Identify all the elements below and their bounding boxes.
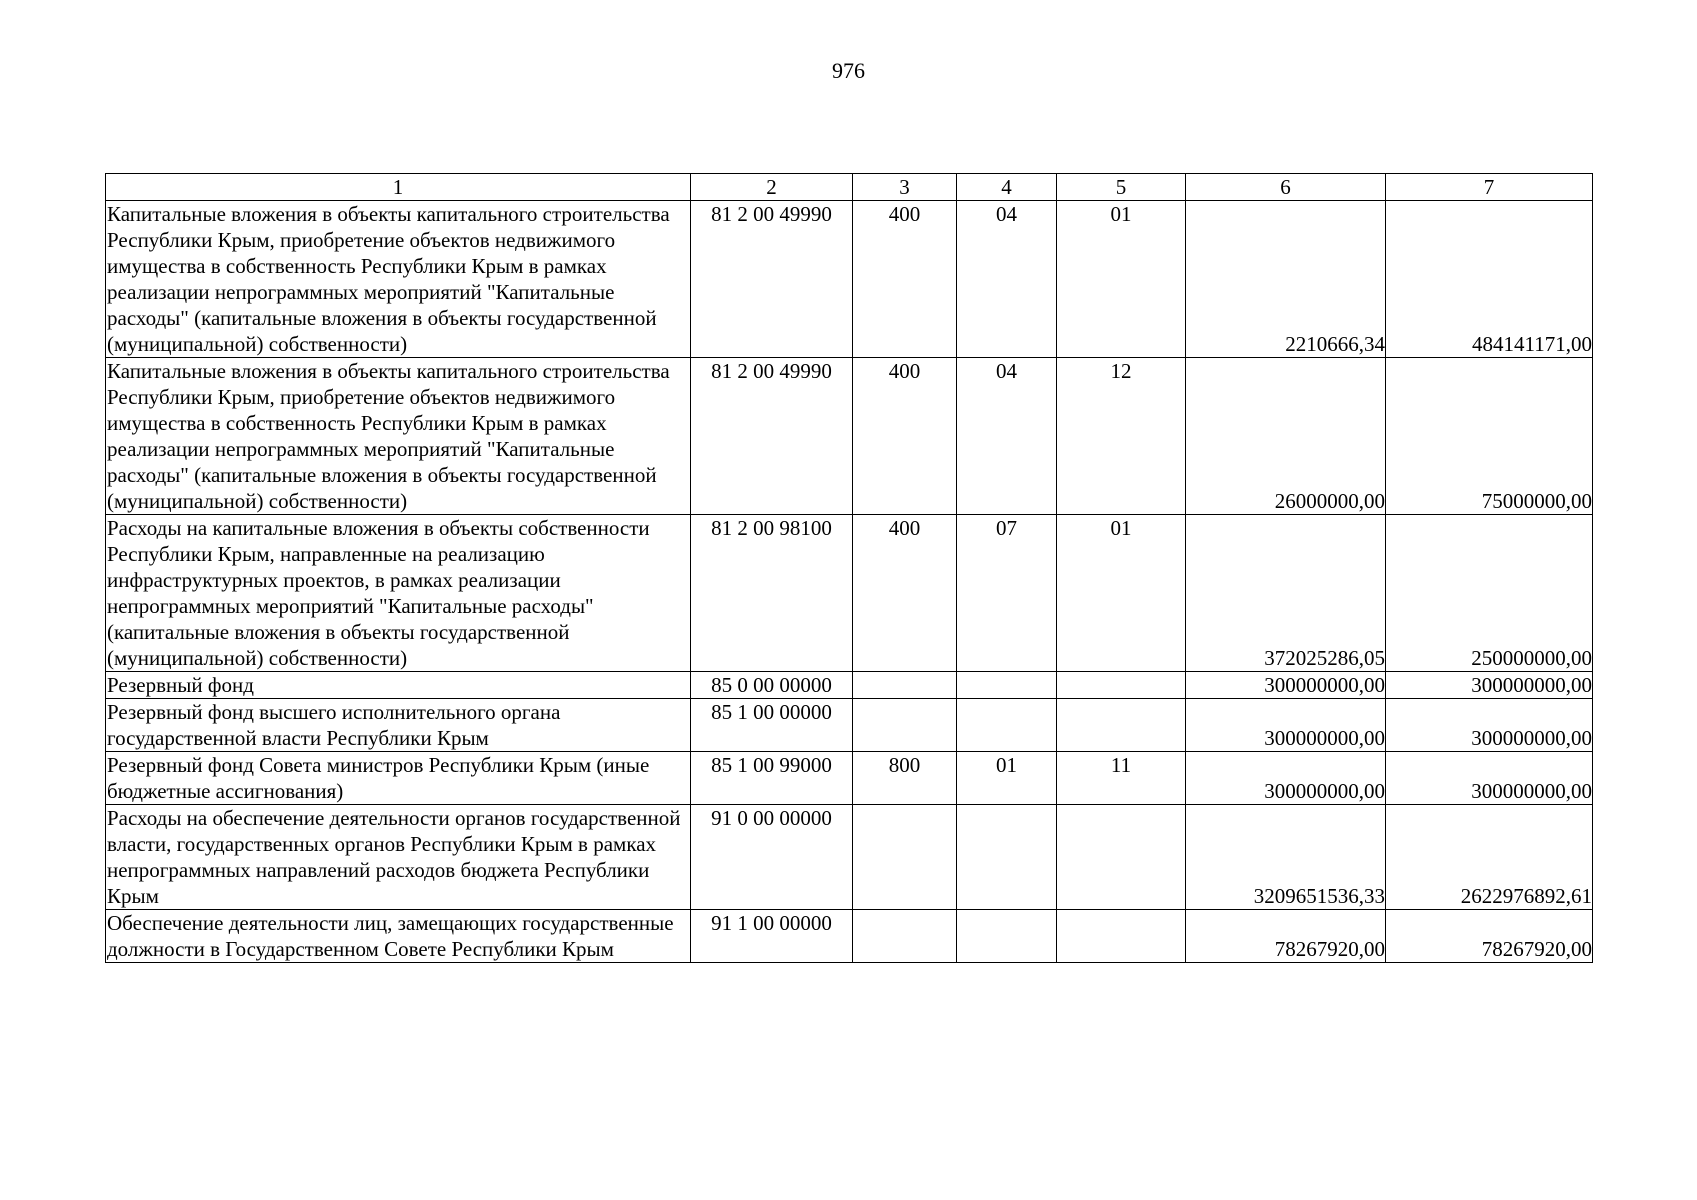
row-pr: 01 [1057, 515, 1186, 672]
table-row [106, 201, 1593, 358]
row-vr [853, 910, 957, 963]
row-sum-2: 78267920,00 [1386, 910, 1593, 963]
row-sum-1: 2210666,34 [1186, 201, 1386, 358]
table-row [106, 672, 1593, 699]
row-rz: 01 [957, 752, 1057, 805]
row-name: Резервный фонд [106, 672, 691, 699]
table-row [106, 752, 1593, 805]
table-row [106, 805, 1593, 910]
row-code: 81 2 00 49990 [691, 201, 853, 358]
column-header: 6 [1186, 174, 1386, 201]
column-header: 3 [853, 174, 957, 201]
row-sum-2: 484141171,00 [1386, 201, 1593, 358]
row-code: 85 1 00 99000 [691, 752, 853, 805]
row-vr [853, 805, 957, 910]
table-row [106, 515, 1593, 672]
row-pr: 12 [1057, 358, 1186, 515]
row-code: 91 0 00 00000 [691, 805, 853, 910]
row-sum-2: 300000000,00 [1386, 672, 1593, 699]
table-row [106, 358, 1593, 515]
row-code: 81 2 00 49990 [691, 358, 853, 515]
row-vr: 400 [853, 201, 957, 358]
row-pr [1057, 805, 1186, 910]
row-rz [957, 699, 1057, 752]
row-sum-2: 300000000,00 [1386, 752, 1593, 805]
row-rz [957, 805, 1057, 910]
row-sum-1: 300000000,00 [1186, 752, 1386, 805]
column-header: 5 [1057, 174, 1186, 201]
page-number: 976 [832, 58, 865, 83]
row-rz: 04 [957, 201, 1057, 358]
row-pr [1057, 910, 1186, 963]
row-sum-1: 3209651536,33 [1186, 805, 1386, 910]
row-sum-2: 300000000,00 [1386, 699, 1593, 752]
row-sum-2: 75000000,00 [1386, 358, 1593, 515]
row-sum-2: 2622976892,61 [1386, 805, 1593, 910]
row-code: 85 1 00 00000 [691, 699, 853, 752]
column-header: 4 [957, 174, 1057, 201]
row-pr: 11 [1057, 752, 1186, 805]
row-rz: 07 [957, 515, 1057, 672]
row-code: 85 0 00 00000 [691, 672, 853, 699]
row-name: Расходы на капитальные вложения в объекты собственности Республики Крым, направленные на реализацию инфраструктурных проектов, в рамках реализации непрограммных мероприятий "Капитальные расходы" (капитальные вложения в объекты государственной (муниципальной) собственности) [106, 515, 691, 672]
row-vr: 400 [853, 515, 957, 672]
row-code: 81 2 00 98100 [691, 515, 853, 672]
row-name: Резервный фонд Совета министров Республики Крым (иные бюджетные ассигнования) [106, 752, 691, 805]
row-name: Расходы на обеспечение деятельности органов государственной власти, государственных органов Республики Крым в рамках непрограммных направлений расходов бюджета Республики Крым [106, 805, 691, 910]
row-sum-2: 250000000,00 [1386, 515, 1593, 672]
row-pr [1057, 699, 1186, 752]
table-row [106, 699, 1593, 752]
row-vr [853, 672, 957, 699]
budget-table [105, 173, 1593, 963]
row-pr: 01 [1057, 201, 1186, 358]
row-code: 91 1 00 00000 [691, 910, 853, 963]
column-header: 2 [691, 174, 853, 201]
row-sum-1: 78267920,00 [1186, 910, 1386, 963]
row-rz [957, 910, 1057, 963]
row-rz: 04 [957, 358, 1057, 515]
row-pr [1057, 672, 1186, 699]
row-vr [853, 699, 957, 752]
row-name: Капитальные вложения в объекты капитального строительства Республики Крым, приобретение объектов недвижимого имущества в собственность Республики Крым в рамках реализации непрограммных мероприятий "Капитальные расходы" (капитальные вложения в объекты государственной (муниципальной) собственности) [106, 358, 691, 515]
header-row [106, 174, 1593, 201]
row-rz [957, 672, 1057, 699]
row-sum-1: 300000000,00 [1186, 699, 1386, 752]
row-sum-1: 26000000,00 [1186, 358, 1386, 515]
row-vr: 400 [853, 358, 957, 515]
row-sum-1: 372025286,05 [1186, 515, 1386, 672]
row-name: Капитальные вложения в объекты капитального строительства Республики Крым, приобретение объектов недвижимого имущества в собственность Республики Крым в рамках реализации непрограммных мероприятий "Капитальные расходы" (капитальные вложения в объекты государственной (муниципальной) собственности) [106, 201, 691, 358]
column-header: 1 [106, 174, 691, 201]
table-row [106, 910, 1593, 963]
column-header: 7 [1386, 174, 1593, 201]
row-name: Обеспечение деятельности лиц, замещающих государственные должности в Государственном Совете Республики Крым [106, 910, 691, 963]
row-name: Резервный фонд высшего исполнительного органа государственной власти Республики Крым [106, 699, 691, 752]
row-vr: 800 [853, 752, 957, 805]
row-sum-1: 300000000,00 [1186, 672, 1386, 699]
